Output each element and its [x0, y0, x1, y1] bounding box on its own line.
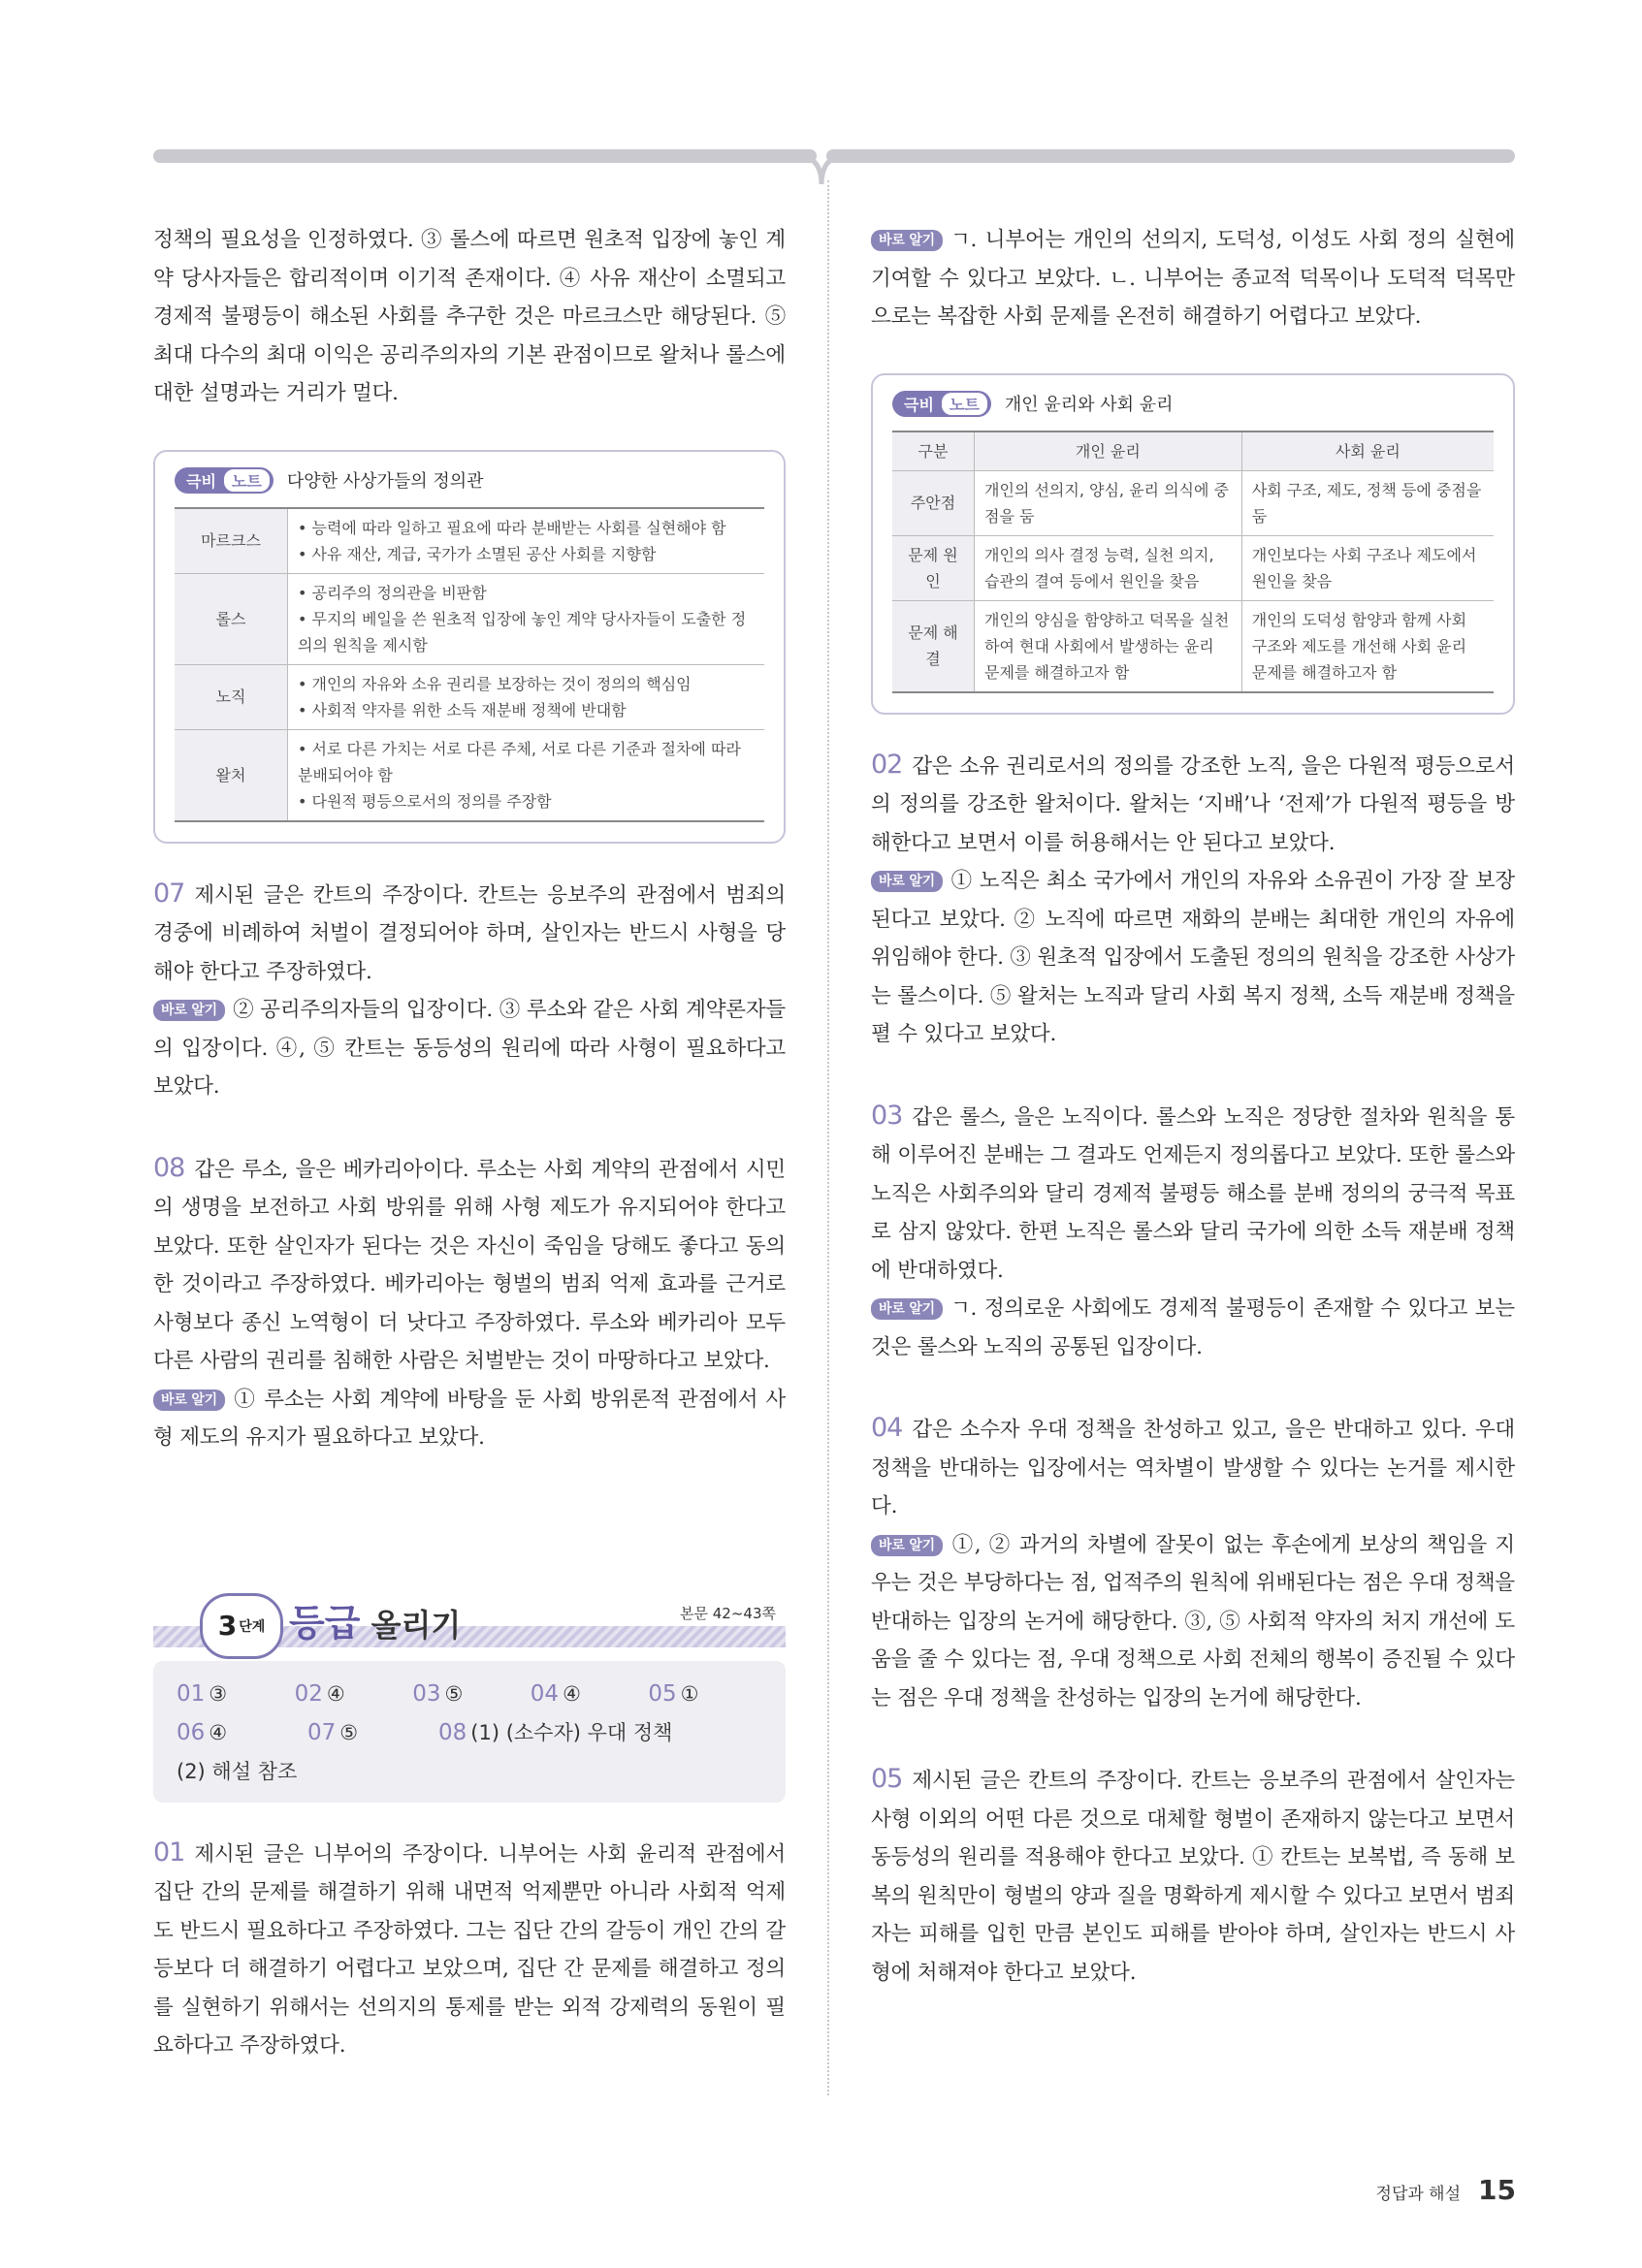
page-footer	[1376, 2174, 1516, 2206]
bullet-item: • 공리주의 정의관을 비판함	[298, 583, 487, 602]
correction-badge: 바로 알기	[153, 1000, 225, 1021]
answer-value: ⑤	[339, 1720, 359, 1744]
answer-value: ①	[680, 1681, 699, 1706]
correction-text: ② 공리주의자들의 입장이다. ③ 루소와 같은 사회 계약론자들의 입장이다. ④, ⑤ 칸트는 동등성의 원리에 따라 사형이 필요하다고 보았다.	[153, 998, 786, 1099]
answer-number: 07	[307, 1719, 337, 1745]
step-title-b: 올리기	[360, 1606, 462, 1644]
answer-text: 제시된 글은 칸트의 주장이다. 칸트는 응보주의 관점에서 범죄의 경중에 비례하여 처벌이 결정되어야 하며, 살인자는 반드시 사형을 당해야 한다고 주장하였다.	[153, 882, 786, 984]
note-tag	[892, 391, 991, 417]
question-number: 01	[153, 1837, 185, 1868]
question-number: 03	[871, 1100, 903, 1131]
answer-text: 갑은 소수자 우대 정책을 찬성하고 있고, 을은 반대하고 있다. 우대 정책을 반대하는 입장에서는 역차별이 발생할 수 있다는 논거를 제시한다.	[871, 1418, 1515, 1518]
answer-07	[153, 875, 786, 992]
answer-number: 04	[530, 1680, 560, 1707]
answer-item	[295, 1675, 413, 1713]
answer-03	[871, 1097, 1515, 1291]
correction-text: ① 노직은 최소 국가에서 개인의 자유와 소유권이 가장 잘 보장된다고 보았다. ② 노직에 따르면 재화의 분배는 최대한 개인의 자유에 위임해야 한다. ③ 원초적 입장에서 도출된 정의의 원칙을 강조한 사상가는 롤스이다. ⑤ 왈처는 노직과 달리 사회 복지 정책, 소득 재분배 정책을 펼 수 있다고 보았다.	[871, 869, 1515, 1046]
correction-badge: 바로 알기	[871, 871, 943, 892]
table-header-row	[892, 431, 1494, 471]
note-tag-2: 노트	[224, 469, 270, 492]
row-key: 노직	[175, 664, 288, 729]
ethics-table	[892, 431, 1494, 693]
answer-item	[531, 1675, 649, 1713]
question-number: 04	[871, 1413, 903, 1443]
bullet-item: • 다원적 평등으로서의 정의를 주장함	[298, 791, 552, 811]
answer-item: (2) 해설 참조	[177, 1759, 298, 1783]
answer-row	[177, 1752, 766, 1791]
correction-03	[871, 1290, 1515, 1366]
note-tag-1: 극비	[186, 471, 216, 491]
step-title	[289, 1593, 461, 1646]
answer-value: ⑤	[444, 1681, 464, 1706]
ethics-note-box	[871, 373, 1515, 715]
left-intro: 정책의 필요성을 인정하였다. ③ 롤스에 따르면 원초적 입장에 놓인 계약 당사자들은 합리적이며 이기적 존재이다. ④ 사유 재산이 소멸되고 경제적 불평등이 해소된 사회를 추구한 것은 마르크스만 해당된다. ⑤ 최대 다수의 최대 이익은 공리주의자의 기본 관점이므로 왈처나 롤스에 대한 설명과는 거리가 멀다.	[153, 228, 786, 405]
correction-07	[153, 991, 786, 1106]
answer-value: ④	[209, 1720, 228, 1744]
correction-02	[871, 862, 1515, 1054]
cell: 개인의 선의지, 양심, 윤리 의식에 중점을 둠	[975, 470, 1242, 535]
step-unit: 단계	[239, 1618, 266, 1635]
right-column	[871, 221, 1515, 1992]
table-row	[892, 470, 1494, 535]
step-title-a: 등급	[289, 1601, 361, 1645]
page-number: 15	[1478, 2174, 1516, 2206]
answer-item	[412, 1675, 531, 1713]
table-row	[892, 535, 1494, 600]
top-rule-notch	[801, 145, 842, 184]
correction-badge: 바로 알기	[871, 1535, 943, 1556]
row-key: 문제 해결	[892, 600, 975, 692]
answer-text: 갑은 소유 권리로서의 정의를 강조한 노직, 을은 다원적 평등으로서의 정의를 강조한 왈처이다. 왈처는 ‘지배’나 ‘전제’가 다원적 평등을 방해한다고 보면서 이를 허용해서는 안 된다고 보았다.	[871, 753, 1515, 855]
table-row	[175, 729, 764, 821]
answer-key-box	[153, 1661, 786, 1803]
cell: 개인의 의사 결정 능력, 실천 의지, 습관의 결여 등에서 원인을 찾음	[975, 535, 1242, 600]
bullet-item: • 무지의 베일을 쓴 원초적 입장에 놓인 계약 당사자들이 도출한 정의의 원칙을 제시함	[298, 609, 747, 655]
note-title: 다양한 사상가들의 정의관	[286, 471, 484, 492]
row-value	[288, 573, 765, 664]
row-value	[288, 729, 765, 821]
correction-04	[871, 1526, 1515, 1718]
table-row	[892, 600, 1494, 692]
column-header: 개인 윤리	[975, 431, 1242, 471]
answer-01	[153, 1834, 786, 2065]
correction-badge: 바로 알기	[871, 1298, 943, 1320]
answer-number: 06	[177, 1719, 206, 1745]
row-key: 왈처	[175, 729, 288, 821]
answer-row	[177, 1713, 766, 1752]
step-number: 3	[217, 1610, 238, 1642]
cell: 개인의 도덕성 함양과 함께 사회 구조와 제도를 개선해 사회 윤리 문제를 해결하고자 함	[1241, 600, 1494, 692]
cell: 사회 구조, 제도, 정책 등에 중점을 둠	[1241, 470, 1494, 535]
note-tag-2: 노트	[942, 393, 987, 415]
correction-text: ① 루소는 사회 계약에 바탕을 둔 사회 방위론적 관점에서 사형 제도의 유지가 필요하다고 보았다.	[153, 1387, 786, 1450]
row-value	[288, 508, 765, 574]
footer-label: 정답과 해설	[1375, 2185, 1462, 2204]
question-number: 08	[153, 1152, 185, 1183]
row-key: 문제 원인	[892, 535, 975, 600]
answer-number: 08	[438, 1719, 467, 1745]
column-divider	[827, 180, 829, 2095]
table-row	[175, 508, 764, 574]
row-value	[288, 664, 765, 729]
answer-item	[177, 1675, 295, 1713]
answer-number: 03	[412, 1680, 441, 1707]
answer-item	[438, 1713, 672, 1752]
note-header	[892, 391, 1494, 417]
cell: 개인보다는 사회 구조나 제도에서 원인을 찾음	[1241, 535, 1494, 600]
answer-value: ③	[209, 1681, 228, 1706]
answer-item	[177, 1713, 307, 1752]
table-row	[175, 664, 764, 729]
step-page-ref: 본문 42~43쪽	[680, 1604, 776, 1622]
bullet-item: • 개인의 자유와 소유 권리를 보장하는 것이 정의의 핵심임	[298, 674, 692, 693]
answer-number: 05	[648, 1680, 677, 1707]
table-row	[175, 573, 764, 664]
correction-text: ㄱ. 니부어는 개인의 선의지, 도덕성, 이성도 사회 정의 실현에 기여할 수 있다고 보았다. ㄴ. 니부어는 종교적 덕목이나 도덕적 덕목만으로는 복잡한 사회 문제를 온전히 해결하기 어렵다고 보았다.	[871, 228, 1515, 329]
question-number: 05	[871, 1764, 903, 1794]
top-rule-right	[826, 149, 1515, 163]
bullet-item: • 서로 다른 가치는 서로 다른 주체, 서로 다른 기준과 절차에 따라 분배되어야 함	[298, 739, 741, 784]
correction-08	[153, 1381, 786, 1457]
note-header	[175, 467, 764, 494]
row-key: 마르크스	[175, 508, 288, 574]
column-header: 구분	[892, 431, 975, 471]
row-key: 롤스	[175, 573, 288, 664]
answer-05	[871, 1760, 1515, 1992]
answer-row	[177, 1675, 766, 1713]
step-badge	[200, 1593, 283, 1659]
answer-text: 갑은 롤스, 을은 노직이다. 롤스와 노직은 정당한 절차와 원칙을 통해 이루어진 분배는 그 결과도 언제든지 정의롭다고 보았다. 또한 롤스와 노직은 사회주의와 달리 경제적 불평등 해소를 분배 정의의 궁극적 목표로 삼지 않았다. 한편 노직은 롤스와 달리 국가에 의한 소득 재분배 정책에 반대하였다.	[871, 1104, 1515, 1283]
answer-item	[648, 1675, 766, 1713]
top-rule-left	[153, 149, 817, 163]
column-header: 사회 윤리	[1241, 431, 1494, 471]
bullet-item: • 능력에 따라 일하고 필요에 따라 분배받는 사회를 실현해야 함	[298, 518, 726, 537]
step-banner	[153, 1593, 786, 1651]
bullet-item: • 사회적 약자를 위한 소득 재분배 정책에 반대함	[298, 700, 627, 719]
answer-value: ④	[326, 1681, 345, 1706]
correction-text: ㄱ. 정의로운 사회에도 경제적 불평등이 존재할 수 있다고 보는 것은 롤스와 노직의 공통된 입장이다.	[871, 1296, 1515, 1359]
answer-number: 01	[177, 1680, 206, 1707]
left-column	[153, 221, 786, 2065]
answer-item	[307, 1713, 438, 1752]
answer-04	[871, 1409, 1515, 1526]
bullet-item: • 사유 재산, 계급, 국가가 소멸된 공산 사회를 지향함	[298, 544, 657, 563]
answer-text: 제시된 글은 칸트의 주장이다. 칸트는 응보주의 관점에서 살인자는 사형 이외의 어떤 다른 것으로 대체할 형벌이 존재하지 않는다고 보면서 동등성의 원리를 적용해야 한다고 보았다. ① 칸트는 보복법, 즉 동해 보복의 원칙만이 형벌의 양과 질을 명확하게 제시할 수 있다고 보면서 범죄자는 피해를 입힌 만큼 본인도 피해를 받아야 하며, 살인자는 반드시 사형에 처해져야 한다고 보았다.	[871, 1769, 1515, 1985]
answer-text: 갑은 루소, 을은 베카리아이다. 루소는 사회 계약의 관점에서 시민의 생명을 보전하고 사회 방위를 위해 사형 제도가 유지되어야 한다고 보았다. 또한 살인자가 된다는 것은 자신이 죽임을 당해도 좋다고 동의한 것이라고 주장하였다. 베카리아는 형벌의 범죄 억제 효과를 근거로 사형보다 종신 노역형이 더 낫다고 주장하였다. 루소와 베카리아 모두 다른 사람의 권리를 침해한 사람은 처벌받는 것이 마땅하다고 보았다.	[153, 1157, 786, 1373]
answer-text: 제시된 글은 니부어의 주장이다. 니부어는 사회 윤리적 관점에서 집단 간의 문제를 해결하기 위해 내면적 억제뿐만 아니라 사회적 억제도 반드시 필요하다고 주장하였다. 그는 집단 간의 갈등이 개인 간의 갈등보다 더 해결하기 어렵다고 보았으며, 집단 간 문제를 해결하고 정의를 실현하기 위해서는 선의지의 통제를 받는 외적 강제력의 동원이 필요하다고 주장하였다.	[153, 1841, 786, 2058]
note-title: 개인 윤리와 사회 윤리	[1004, 395, 1174, 415]
right-intro	[871, 221, 1515, 336]
answer-number: 02	[294, 1680, 323, 1707]
correction-badge: 바로 알기	[871, 230, 943, 251]
answer-02	[871, 746, 1515, 863]
thinkers-note-box	[153, 450, 786, 844]
correction-text: ①, ② 과거의 차별에 잘못이 없는 후손에게 보상의 책임을 지우는 것은 부당하다는 점, 업적주의 원칙에 위배된다는 점은 우대 정책을 반대하는 입장의 논거에 해당한다. ③, ⑤ 사회적 약자의 처지 개선에 도움을 줄 수 있다는 점, 우대 정책으로 사회 전체의 행복이 증진될 수 있다는 점은 우대 정책을 찬성하는 입장의 논거에 해당한다.	[871, 1532, 1515, 1710]
answer-value: ④	[563, 1681, 581, 1706]
answer-08	[153, 1149, 786, 1381]
note-tag	[175, 467, 274, 494]
question-number: 07	[153, 878, 185, 909]
note-tag-1: 극비	[904, 395, 934, 414]
cell: 개인의 양심을 함양하고 덕목을 실천하여 현대 사회에서 발생하는 윤리 문제를 해결하고자 함	[975, 600, 1242, 692]
row-key: 주안점	[892, 470, 975, 535]
thinkers-table	[175, 507, 764, 822]
question-number: 02	[871, 749, 903, 780]
answer-value: (1) (소수자) 우대 정책	[470, 1720, 673, 1744]
correction-badge: 바로 알기	[153, 1390, 225, 1411]
